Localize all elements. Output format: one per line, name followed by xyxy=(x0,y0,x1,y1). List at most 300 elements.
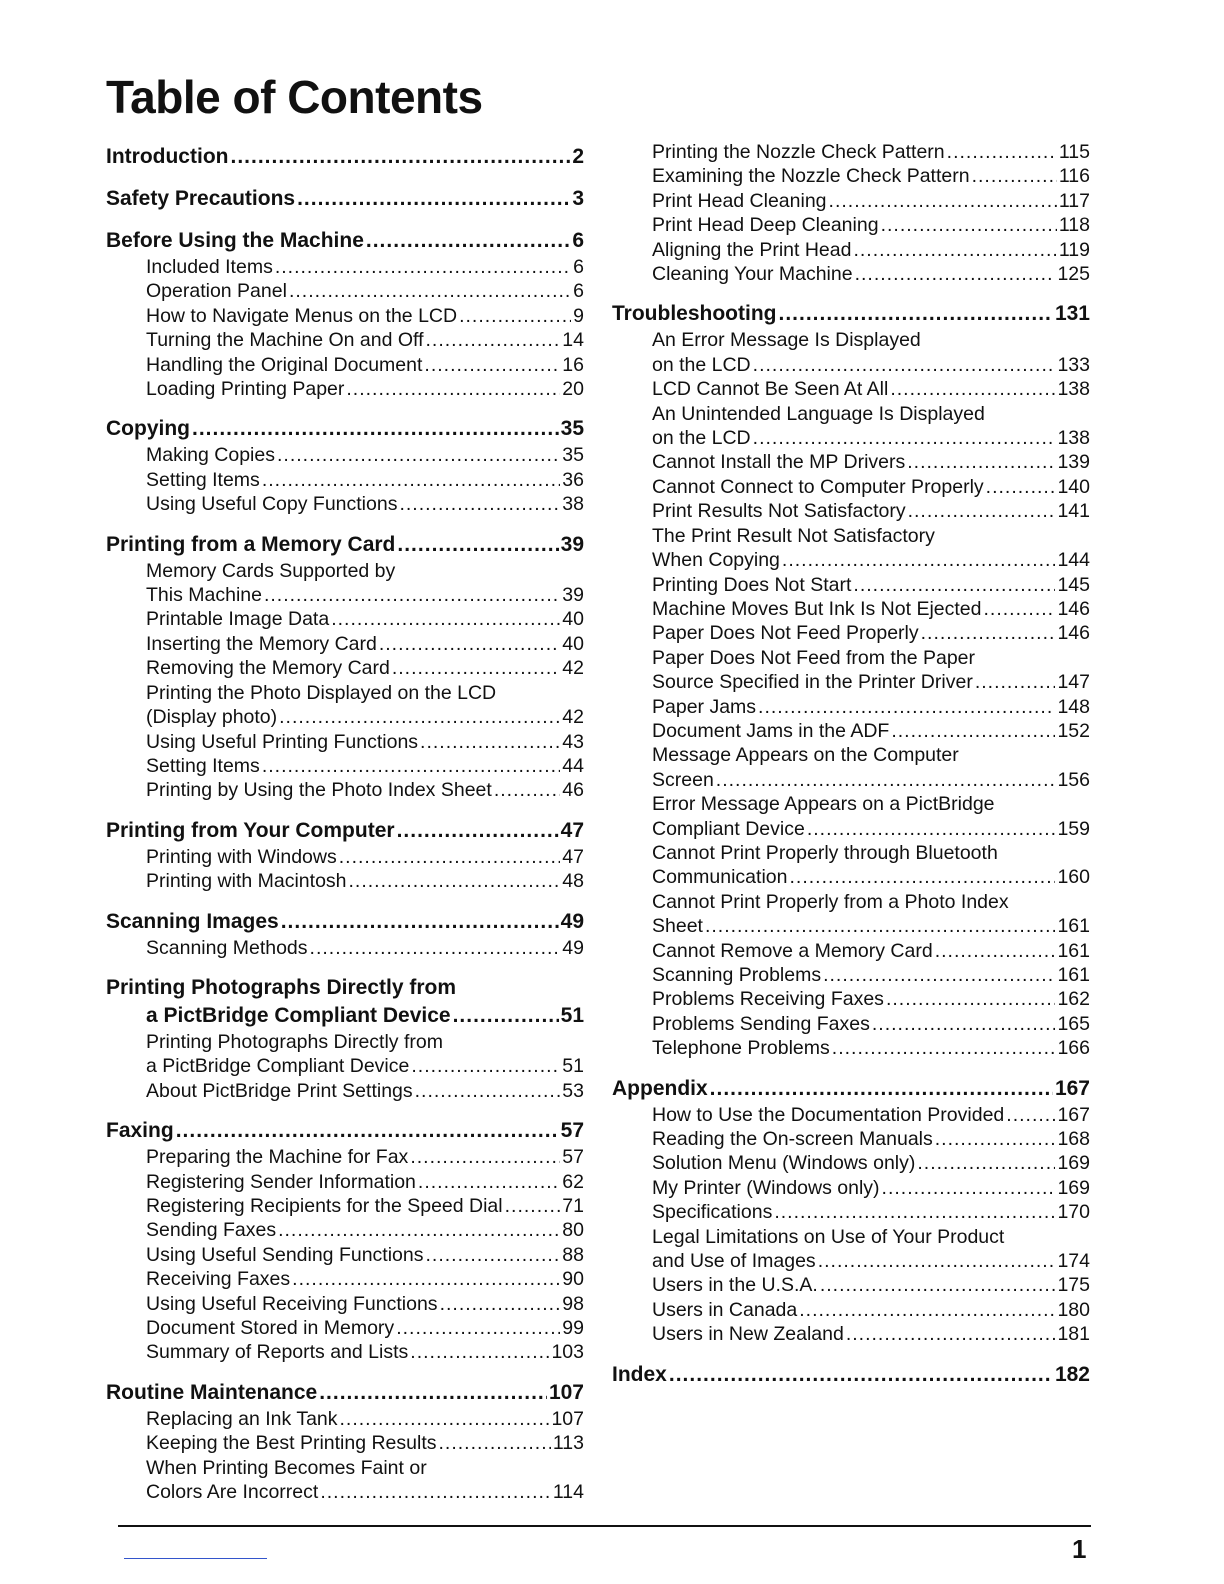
toc-entry-page: 116 xyxy=(1058,165,1090,188)
toc-entry-page: 146 xyxy=(1057,597,1090,620)
toc-entry-label: Registering Recipients for the Speed Dial xyxy=(146,1194,503,1217)
section-heading[interactable] xyxy=(612,1361,1090,1389)
toc-entry[interactable] xyxy=(106,1243,584,1267)
toc-entry[interactable] xyxy=(106,1054,584,1078)
toc-entry[interactable] xyxy=(106,1170,584,1194)
toc-entry-label: How to Use the Documentation Provided xyxy=(652,1103,1005,1126)
toc-section xyxy=(106,1117,584,1365)
dot-leader xyxy=(346,377,560,401)
toc-entry[interactable] xyxy=(612,1249,1090,1273)
toc-entry-label: How to Navigate Menus on the LCD xyxy=(146,304,458,327)
toc-entry-page: 148 xyxy=(1057,695,1090,718)
dot-leader xyxy=(459,304,571,328)
toc-entry[interactable] xyxy=(612,573,1090,597)
toc-entry[interactable] xyxy=(612,1036,1090,1060)
toc-entry-label: Setting Items xyxy=(146,754,260,777)
toc-entry-label: Printing Photographs Directly from xyxy=(146,1030,443,1053)
dot-leader xyxy=(410,1340,549,1364)
toc-section xyxy=(106,974,584,1103)
toc-entry-page: 119 xyxy=(1058,238,1090,261)
toc-entry-label: Users in Canada xyxy=(652,1298,798,1321)
toc-entry[interactable] xyxy=(612,499,1090,523)
toc-entry[interactable] xyxy=(106,328,584,352)
section-heading-label: Scanning Images xyxy=(106,909,279,933)
toc-entry-page: 20 xyxy=(562,378,584,401)
toc-entry-page: 44 xyxy=(562,754,584,777)
section-heading-label: a PictBridge Compliant Device xyxy=(146,1003,451,1027)
toc-entry-page: 118 xyxy=(1058,214,1090,237)
toc-entry-page: 6 xyxy=(573,280,584,303)
toc-entry-label: Aligning the Print Head xyxy=(652,238,852,261)
toc-entry[interactable] xyxy=(612,402,1090,426)
dot-leader xyxy=(340,1407,550,1431)
toc-entry-label: (Display photo) xyxy=(146,706,278,729)
toc-entry[interactable] xyxy=(612,914,1090,938)
toc-entry[interactable] xyxy=(106,1292,584,1316)
toc-entry-page: 36 xyxy=(562,468,584,491)
dot-leader xyxy=(778,300,1052,328)
toc-entry[interactable] xyxy=(612,939,1090,963)
toc-entry[interactable] xyxy=(106,255,584,279)
toc-entry[interactable] xyxy=(612,353,1090,377)
section-heading[interactable] xyxy=(106,817,584,845)
toc-entry[interactable] xyxy=(612,597,1090,621)
toc-entry-label: Message Appears on the Computer xyxy=(652,744,959,767)
section-heading-page: 3 xyxy=(572,187,584,210)
toc-entry-label: Printing with Macintosh xyxy=(146,870,347,893)
section-heading[interactable] xyxy=(106,908,584,936)
dot-leader xyxy=(418,1170,560,1194)
toc-entry-label: Registering Sender Information xyxy=(146,1170,416,1193)
toc-entry-label: When Printing Becomes Faint or xyxy=(146,1456,427,1479)
dot-leader xyxy=(829,189,1057,213)
toc-entry-label: Problems Receiving Faxes xyxy=(652,988,884,1011)
dot-leader xyxy=(716,768,1056,792)
toc-entry-label: Cannot Remove a Memory Card xyxy=(652,939,933,962)
toc-entry-label: Operation Panel xyxy=(146,280,287,303)
toc-entry-page: 9 xyxy=(573,304,584,327)
toc-entry-page: 165 xyxy=(1057,1012,1090,1035)
toc-entry[interactable] xyxy=(612,865,1090,889)
toc-entry-label: Printing by Using the Photo Index Sheet xyxy=(146,779,492,802)
dot-leader xyxy=(426,1243,561,1267)
toc-entry[interactable] xyxy=(106,279,584,303)
toc-section xyxy=(106,908,584,960)
dot-leader xyxy=(789,865,1055,889)
dot-leader xyxy=(278,1218,560,1242)
toc-entry[interactable] xyxy=(106,869,584,893)
toc-left-column xyxy=(106,143,584,1518)
footer-rule xyxy=(118,1525,1091,1527)
toc-entry[interactable] xyxy=(612,841,1090,865)
toc-entry-label: Removing the Memory Card xyxy=(146,657,390,680)
toc-entry[interactable] xyxy=(106,1407,584,1431)
toc-entry-label: Sending Faxes xyxy=(146,1219,277,1242)
toc-entry-label: Included Items xyxy=(146,256,273,278)
toc-entry-page: 138 xyxy=(1057,378,1090,401)
toc-entry-page: 53 xyxy=(562,1079,584,1102)
dot-leader xyxy=(907,450,1055,474)
toc-entry-label: Sheet xyxy=(652,915,703,938)
toc-entry[interactable] xyxy=(106,1194,584,1218)
toc-entry[interactable] xyxy=(612,621,1090,645)
toc-entry[interactable] xyxy=(612,189,1090,213)
section-heading-label: Printing from a Memory Card xyxy=(106,532,396,556)
dot-leader xyxy=(366,227,570,255)
toc-section xyxy=(106,227,584,401)
toc-entry-page: 181 xyxy=(1057,1323,1090,1346)
toc-entry-label: My Printer (Windows only) xyxy=(652,1176,880,1199)
dot-leader xyxy=(310,936,561,960)
toc-entry-label: Printing Does Not Start xyxy=(652,573,852,596)
section-heading-page: 131 xyxy=(1054,302,1090,326)
dot-leader xyxy=(392,656,560,680)
toc-entry[interactable] xyxy=(106,443,584,467)
toc-entry-label: Scanning Methods xyxy=(146,936,308,959)
toc-section xyxy=(612,1361,1090,1389)
section-heading[interactable] xyxy=(106,415,584,443)
toc-entry-page: 141 xyxy=(1057,500,1090,523)
dot-leader xyxy=(823,963,1055,987)
toc-entry-label: Reading the On-screen Manuals xyxy=(652,1128,933,1151)
toc-entry-page: 140 xyxy=(1057,475,1090,498)
toc-entry[interactable] xyxy=(612,963,1090,987)
toc-entry-label: Source Specified in the Printer Driver xyxy=(652,671,973,694)
toc-entry[interactable] xyxy=(612,768,1090,792)
toc-entry-page: 107 xyxy=(551,1407,584,1430)
toc-entry-label: Communication xyxy=(652,866,788,889)
section-heading[interactable] xyxy=(106,185,584,213)
toc-entry[interactable] xyxy=(106,1267,584,1291)
toc-section xyxy=(106,531,584,803)
toc-entry-label: Colors Are Incorrect xyxy=(146,1481,319,1504)
toc-entry[interactable] xyxy=(106,1431,584,1455)
toc-entry-label: Error Message Appears on a PictBridge xyxy=(652,793,995,816)
toc-entry-label: Making Copies xyxy=(146,444,275,467)
toc-entry-page: 115 xyxy=(1058,141,1090,163)
toc-entry-page: 113 xyxy=(552,1432,584,1455)
dot-leader xyxy=(774,1200,1055,1224)
toc-entry-label: Setting Items xyxy=(146,468,260,491)
toc-section xyxy=(612,140,1090,286)
toc-entry[interactable] xyxy=(106,1340,584,1364)
dot-leader xyxy=(846,1322,1056,1346)
link-underline xyxy=(124,1558,267,1559)
toc-entry[interactable] xyxy=(612,1273,1090,1297)
toc-entry-label: Scanning Problems xyxy=(652,964,822,986)
toc-entry-page: 40 xyxy=(562,608,584,631)
toc-entry[interactable] xyxy=(612,426,1090,450)
toc-entry-page: 38 xyxy=(562,493,584,516)
toc-entry-label: Print Head Deep Cleaning xyxy=(652,214,879,237)
toc-entry[interactable] xyxy=(106,559,584,583)
toc-entry-page: 42 xyxy=(562,657,584,680)
dot-leader xyxy=(230,143,570,171)
dot-leader xyxy=(275,255,571,279)
toc-entry-label: Solution Menu (Windows only) xyxy=(652,1152,916,1175)
dot-leader xyxy=(319,1379,547,1407)
toc-entry-page: 180 xyxy=(1057,1298,1090,1321)
toc-entry-label: Paper Jams xyxy=(652,695,757,718)
toc-entry-label: Printable Image Data xyxy=(146,608,330,631)
toc-entry-page: 49 xyxy=(562,936,584,959)
dot-leader xyxy=(415,1079,561,1103)
toc-entry-label: Users in New Zealand xyxy=(652,1323,844,1346)
toc-entry-label: Paper Does Not Feed Properly xyxy=(652,622,919,645)
toc-entry[interactable] xyxy=(106,681,584,705)
toc-entry-page: 168 xyxy=(1057,1128,1090,1151)
toc-entry-label: Paper Does Not Feed from the Paper xyxy=(652,646,975,669)
dot-leader xyxy=(426,328,561,352)
toc-entry-label: Users in the U.S.A. xyxy=(652,1274,818,1297)
page-number: 1 xyxy=(1072,1534,1087,1564)
dot-leader xyxy=(705,914,1055,938)
toc-entry[interactable] xyxy=(106,1079,584,1103)
toc-entry[interactable] xyxy=(106,730,584,754)
toc-entry[interactable] xyxy=(106,1480,584,1504)
dot-leader xyxy=(972,164,1057,188)
dot-leader xyxy=(975,670,1056,694)
toc-entry-label: Loading Printing Paper xyxy=(146,378,345,401)
toc-entry-label: Replacing an Ink Tank xyxy=(146,1407,338,1430)
toc-entry-label: Cannot Print Properly from a Photo Index xyxy=(652,890,1009,913)
dot-leader xyxy=(289,279,571,303)
toc-entry[interactable] xyxy=(106,492,584,516)
toc-entry-page: 125 xyxy=(1057,263,1090,286)
toc-entry-page: 159 xyxy=(1057,817,1090,840)
toc-entry-page: 161 xyxy=(1057,915,1090,938)
section-heading-page: 167 xyxy=(1054,1076,1090,1100)
toc-entry-label: Using Useful Receiving Functions xyxy=(146,1292,438,1315)
toc-entry[interactable] xyxy=(106,632,584,656)
toc-entry-label: Printing with Windows xyxy=(146,845,337,868)
dot-leader xyxy=(890,377,1055,401)
toc-entry[interactable] xyxy=(612,1103,1090,1127)
toc-section xyxy=(106,185,584,213)
toc-entry-label: Memory Cards Supported by xyxy=(146,559,396,582)
dot-leader xyxy=(853,573,1055,597)
section-heading-page: 57 xyxy=(560,1119,584,1143)
toc-entry-page: 42 xyxy=(562,706,584,729)
toc-entry-label: An Error Message Is Displayed xyxy=(652,329,921,352)
toc-entry[interactable] xyxy=(106,583,584,607)
dot-leader xyxy=(176,1117,559,1145)
section-heading-label: Safety Precautions xyxy=(106,187,296,210)
dot-leader xyxy=(753,426,1056,450)
toc-entry[interactable] xyxy=(106,936,584,960)
toc-entry-label: Receiving Faxes xyxy=(146,1268,291,1291)
section-heading[interactable] xyxy=(612,1075,1090,1103)
dot-leader xyxy=(882,1176,1056,1200)
toc-entry-page: 114 xyxy=(552,1481,584,1504)
toc-entry[interactable] xyxy=(612,792,1090,816)
toc-entry-label: Specifications xyxy=(652,1201,773,1224)
dot-leader xyxy=(331,607,560,631)
section-heading[interactable] xyxy=(106,531,584,559)
toc-entry-label: This Machine xyxy=(146,584,262,607)
toc-entry[interactable] xyxy=(106,1030,584,1054)
toc-entry[interactable] xyxy=(106,468,584,492)
dot-leader xyxy=(669,1361,1053,1389)
toc-entry-label: Cannot Connect to Computer Properly xyxy=(652,475,984,498)
toc-entry[interactable] xyxy=(612,987,1090,1011)
toc-right-column xyxy=(612,140,1090,1403)
toc-entry[interactable] xyxy=(106,607,584,631)
toc-entry[interactable] xyxy=(106,845,584,869)
toc-entry[interactable] xyxy=(612,1322,1090,1346)
toc-entry[interactable] xyxy=(612,1176,1090,1200)
toc-entry-label: Using Useful Sending Functions xyxy=(146,1243,424,1266)
toc-entry[interactable] xyxy=(612,817,1090,841)
dot-leader xyxy=(349,869,561,893)
section-heading-label: Faxing xyxy=(106,1119,174,1143)
dot-leader xyxy=(397,531,558,559)
toc-entry[interactable] xyxy=(612,475,1090,499)
toc-entry[interactable] xyxy=(612,1200,1090,1224)
dot-leader xyxy=(935,1127,1056,1151)
dot-leader xyxy=(320,1480,551,1504)
section-heading-page: 47 xyxy=(560,818,584,842)
toc-entry[interactable] xyxy=(612,548,1090,572)
toc-entry[interactable] xyxy=(612,890,1090,914)
toc-entry-page: 51 xyxy=(562,1055,584,1078)
dot-leader xyxy=(440,1292,561,1316)
toc-entry[interactable] xyxy=(106,656,584,680)
toc-entry-label: Examining the Nozzle Check Pattern xyxy=(652,165,970,188)
toc-entry[interactable] xyxy=(612,450,1090,474)
toc-entry[interactable] xyxy=(612,524,1090,548)
dot-leader xyxy=(262,754,560,778)
toc-entry[interactable] xyxy=(106,1316,584,1340)
toc-entry-page: 169 xyxy=(1057,1152,1090,1175)
section-heading[interactable] xyxy=(612,300,1090,328)
toc-entry[interactable] xyxy=(106,1145,584,1169)
toc-entry[interactable] xyxy=(106,1218,584,1242)
toc-entry-label: and Use of Images xyxy=(652,1250,816,1273)
dot-leader xyxy=(853,238,1056,262)
section-heading-page: 107 xyxy=(548,1380,584,1404)
toc-entry-page: 144 xyxy=(1057,549,1090,572)
toc-entry[interactable] xyxy=(612,262,1090,286)
toc-entry[interactable] xyxy=(612,719,1090,743)
toc-entry[interactable] xyxy=(106,353,584,377)
toc-entry[interactable] xyxy=(612,213,1090,237)
toc-entry-page: 98 xyxy=(562,1292,584,1315)
dot-leader xyxy=(424,353,560,377)
dot-leader xyxy=(410,1145,560,1169)
toc-entry-label: Telephone Problems xyxy=(652,1037,830,1060)
toc-entry-label: Document Stored in Memory xyxy=(146,1317,395,1339)
toc-entry[interactable] xyxy=(612,140,1090,164)
dot-leader xyxy=(753,353,1056,377)
section-heading[interactable] xyxy=(106,143,584,171)
toc-entry-page: 146 xyxy=(1057,622,1090,645)
toc-entry-page: 48 xyxy=(562,870,584,893)
dot-leader xyxy=(818,1249,1056,1273)
toc-entry[interactable] xyxy=(612,670,1090,694)
toc-entry[interactable] xyxy=(612,695,1090,719)
toc-section xyxy=(612,300,1090,1060)
toc-entry[interactable] xyxy=(612,743,1090,767)
section-heading[interactable] xyxy=(106,1379,584,1407)
section-heading-label: Troubleshooting xyxy=(612,302,777,326)
toc-entry-page: 35 xyxy=(562,444,584,467)
toc-entry[interactable] xyxy=(106,778,584,802)
toc-entry-page: 147 xyxy=(1057,671,1090,694)
toc-entry[interactable] xyxy=(106,1456,584,1480)
dot-leader xyxy=(505,1194,561,1218)
dot-leader xyxy=(820,1273,1056,1297)
dot-leader xyxy=(396,1316,560,1340)
toc-entry-label: on the LCD xyxy=(652,427,751,450)
toc-entry-page: 71 xyxy=(562,1194,584,1217)
section-heading-label: Before Using the Machine xyxy=(106,229,364,252)
dot-leader xyxy=(279,705,560,729)
dot-leader xyxy=(935,939,1056,963)
toc-entry-label: Preparing the Machine for Fax xyxy=(146,1146,409,1169)
dot-leader xyxy=(921,621,1056,645)
toc-entry-page: 43 xyxy=(562,730,584,753)
toc-entry-label: a PictBridge Compliant Device xyxy=(146,1055,410,1078)
toc-entry[interactable] xyxy=(612,1012,1090,1036)
dot-leader xyxy=(983,597,1055,621)
dot-leader xyxy=(947,140,1057,164)
toc-entry[interactable] xyxy=(612,164,1090,188)
toc-entry[interactable] xyxy=(612,1127,1090,1151)
dot-leader xyxy=(891,719,1055,743)
toc-entry-page: 46 xyxy=(562,779,584,802)
toc-entry-label: Cleaning Your Machine xyxy=(652,263,853,286)
toc-entry[interactable] xyxy=(106,377,584,401)
toc-entry-page: 138 xyxy=(1057,427,1090,450)
toc-entry[interactable] xyxy=(106,754,584,778)
toc-section xyxy=(106,415,584,516)
dot-leader xyxy=(758,695,1055,719)
dot-leader xyxy=(297,185,570,213)
dot-leader xyxy=(292,1267,560,1291)
toc-entry[interactable] xyxy=(106,304,584,328)
section-heading[interactable] xyxy=(106,227,584,255)
dot-leader xyxy=(494,778,560,802)
toc-entry[interactable] xyxy=(612,646,1090,670)
toc-entry-page: 39 xyxy=(562,584,584,607)
toc-entry-label: An Unintended Language Is Displayed xyxy=(652,402,985,425)
toc-section xyxy=(106,143,584,171)
toc-entry[interactable] xyxy=(612,1298,1090,1322)
section-heading[interactable] xyxy=(106,1002,584,1030)
toc-entry[interactable] xyxy=(612,1225,1090,1249)
toc-entry[interactable] xyxy=(612,1151,1090,1175)
section-heading-label: Index xyxy=(612,1362,667,1386)
toc-entry[interactable] xyxy=(106,705,584,729)
page-title: Table of Contents xyxy=(106,71,483,123)
toc-entry[interactable] xyxy=(612,328,1090,352)
toc-section xyxy=(106,817,584,894)
toc-entry-page: 170 xyxy=(1057,1201,1090,1224)
dot-leader xyxy=(439,1431,551,1455)
section-heading[interactable] xyxy=(106,1117,584,1145)
toc-entry[interactable] xyxy=(612,377,1090,401)
toc-entry[interactable] xyxy=(612,238,1090,262)
dot-leader xyxy=(281,908,559,936)
toc-entry-label: Cannot Print Properly through Bluetooth xyxy=(652,841,998,864)
toc-section xyxy=(612,1075,1090,1347)
dot-leader xyxy=(832,1036,1056,1060)
dot-leader xyxy=(782,548,1056,572)
section-heading-page: 6 xyxy=(572,229,584,252)
toc-entry-label: The Print Result Not Satisfactory xyxy=(652,524,935,547)
section-heading[interactable] xyxy=(106,974,584,1002)
